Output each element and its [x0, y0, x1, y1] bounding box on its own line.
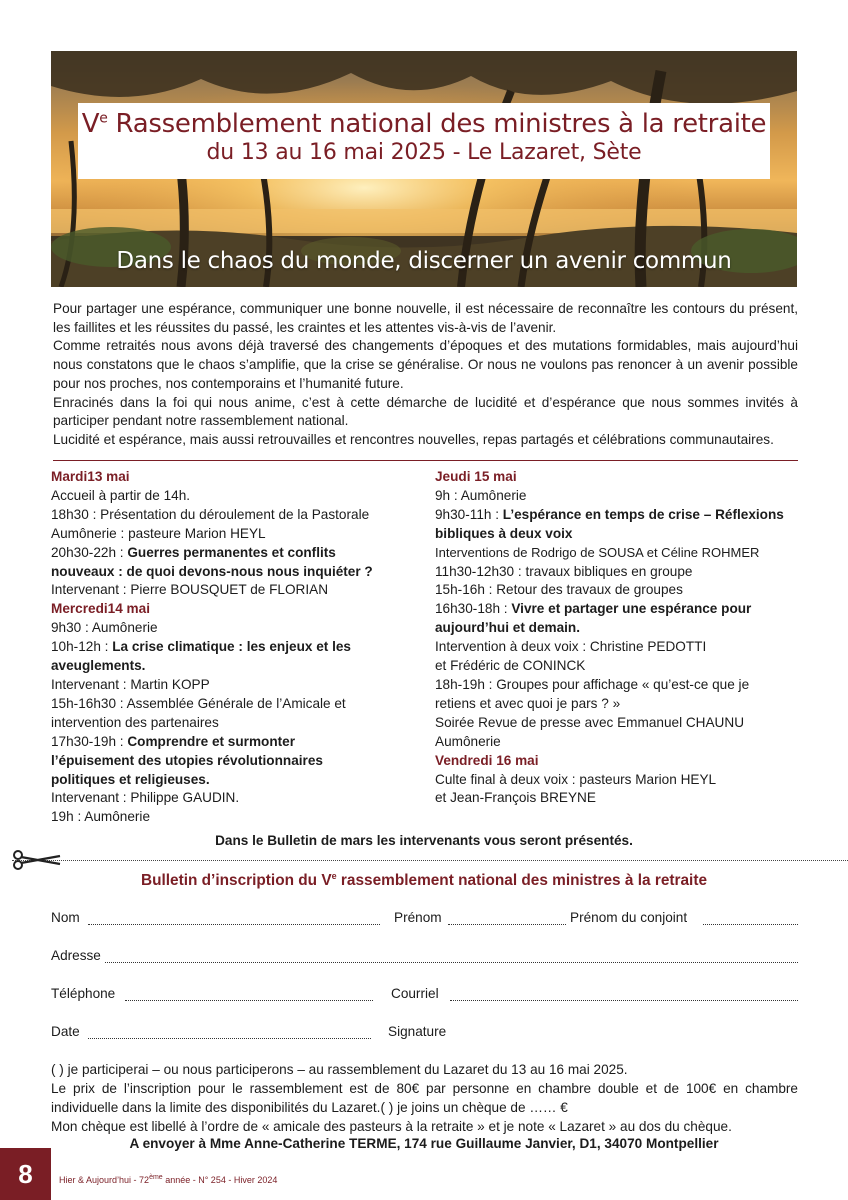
event-theme: Dans le chaos du monde, discerner un avenir commun [116, 248, 732, 274]
page-number: 8 [0, 1148, 51, 1200]
courriel-field[interactable] [450, 1000, 798, 1001]
program-line: bibliques à deux voix [435, 525, 573, 541]
program-line: nouveaux : de quoi devons-nous nous inquiéter ? [51, 563, 373, 579]
prenom-field[interactable] [448, 924, 566, 925]
program-line: Aumônerie : pasteure Marion HEYL [51, 525, 266, 541]
program-line: Soirée Revue de presse avec Emmanuel CHAUNU [435, 714, 745, 730]
intro-paragraph: Lucidité et espérance, mais aussi retrouvailles et rencontres nouvelles, repas partagés et célébrations communautaires. [53, 431, 774, 447]
date-label: Date [51, 1024, 80, 1039]
nom-field[interactable] [88, 924, 380, 925]
program-line: 18h30 : Présentation du déroulement de la Pastorale [51, 506, 370, 522]
event-title-box [78, 103, 770, 179]
program-line: et Frédéric de CONINCK [435, 658, 586, 674]
intro-paragraph: Enracinés dans la foi qui nous anime, c’est à cette démarche de lucidité et d’espérance que nous sommes invités à participer pendant notre rassemblement national. [53, 394, 798, 429]
program-line: Aumônerie [435, 733, 501, 749]
program-line: Accueil à partir de 14h. [51, 487, 191, 503]
publication-info: Hier & Aujourd’hui - 72ème année - N° 254 - Hiver 2024 [59, 1174, 278, 1185]
nom-label: Nom [51, 910, 80, 925]
program-line: 18h-19h : Groupes pour affichage « qu’est-ce que je [435, 676, 750, 692]
prenom-label: Prénom [394, 910, 442, 925]
program-left-column [51, 468, 391, 827]
send-address: A envoyer à Mme Anne-Catherine TERME, 174 rue Guillaume Janvier, D1, 34070 Montpellier [129, 1136, 719, 1151]
intro-paragraph: Comme retraités nous avons déjà traversé des changements d’époques et des mutations formidables, mais aujourd’hui nous constatons que le chaos s’amplifie, que la crise se généralise. Or nous ne voulons pas renoncer à un avenir possible pour nos proches, nos contemporains et l’humanité future. [53, 338, 798, 391]
prenom-conjoint-label: Prénom du conjoint [570, 910, 688, 925]
event-title: Ve Rassemblement national des ministres à la retraite [81, 109, 767, 139]
program-line: 16h30-18h : Vivre et partager une espérance pour [435, 601, 752, 617]
program-line: l’épuisement des utopies révolutionnaires [51, 752, 323, 768]
intro-text [53, 300, 798, 450]
program-line: aveuglements. [51, 658, 146, 674]
day-heading-tuesday: Mardi13 mai [51, 469, 130, 484]
program-line: 15h-16h30 : Assemblée Générale de l’Amicale et [51, 695, 346, 711]
section-divider [53, 460, 798, 461]
event-dates: du 13 au 16 mai 2025 - Le Lazaret, Sète [206, 140, 642, 165]
program-line: 15h-16h : Retour des travaux de groupes [435, 582, 683, 598]
intro-paragraph: Pour partager une espérance, communiquer une bonne nouvelle, il est nécessaire de reconnaître les contours du présent, les faillites et les réussites du passé, les craintes et les attentes vis-à-vis de l’avenir. [53, 301, 798, 335]
program-line: 9h30-11h : L’espérance en temps de crise – Réflexions [435, 506, 784, 522]
program-line: politiques et religieuses. [51, 771, 210, 787]
program-line: Intervenant : Pierre BOUSQUET de FLORIAN [51, 582, 329, 598]
adresse-label: Adresse [51, 948, 101, 963]
cut-line [12, 860, 848, 861]
program-line: intervention des partenaires [51, 714, 219, 730]
day-heading-friday: Vendredi 16 mai [435, 752, 539, 768]
program-line: 9h30 : Aumônerie [51, 620, 158, 636]
program-line: Intervenant : Martin KOPP [51, 676, 210, 692]
cheque-line: Mon chèque est libellé à l’ordre de « amicale des pasteurs à la retraite » et je note « Lazaret » au dos du chèque. [51, 1119, 732, 1134]
program-line: Culte final à deux voix : pasteurs Marion HEYL [435, 771, 717, 787]
program-line: Intervention à deux voix : Christine PEDOTTI [435, 639, 707, 655]
telephone-field[interactable] [125, 1000, 373, 1001]
program-line: 9h : Aumônerie [435, 487, 527, 503]
program-line: Interventions de Rodrigo de SOUSA et Céline ROHMER [435, 544, 760, 560]
speakers-note: Dans le Bulletin de mars les intervenants vous seront présentés. [215, 833, 633, 848]
program-line: Intervenant : Philippe GAUDIN. [51, 790, 240, 806]
program-right-column [435, 468, 795, 808]
program-line: 11h30-12h30 : travaux bibliques en groupe [435, 563, 693, 579]
program-line: aujourd’hui et demain. [435, 620, 581, 636]
program-line: 10h-12h : La crise climatique : les enjeux et les [51, 639, 351, 655]
program-line: 19h : Aumônerie [51, 809, 150, 825]
price-line: Le prix de l’inscription pour le rassemblement est de 80€ par personne en chambre double et de 100€ en chambre individuelle dans la limite des disponibilités du Lazaret.( ) je joins un chèque de …… € [51, 1081, 798, 1115]
day-heading-wednesday: Mercredi14 mai [51, 601, 150, 617]
program-line: retiens et avec quoi je pars ? » [435, 695, 621, 711]
program-line: 20h30-22h : Guerres permanentes et conflits [51, 544, 336, 560]
registration-terms [51, 1060, 798, 1136]
participation-checkbox-line[interactable]: ( ) je participerai – ou nous participerons – au rassemblement du Lazaret du 13 au 16 mai 2025. [51, 1062, 628, 1077]
date-field[interactable] [88, 1038, 371, 1039]
registration-form-title: Bulletin d’inscription du Ve rassemblement national des ministres à la retraite [140, 871, 708, 890]
signature-label: Signature [388, 1024, 447, 1039]
program-line: et Jean-François BREYNE [435, 790, 596, 806]
adresse-field[interactable] [105, 962, 798, 963]
program-line: 17h30-19h : Comprendre et surmonter [51, 733, 296, 749]
scissors-icon [12, 850, 62, 870]
prenom-conjoint-field[interactable] [703, 924, 798, 925]
day-heading-thursday: Jeudi 15 mai [435, 469, 517, 484]
telephone-label: Téléphone [51, 986, 116, 1001]
courriel-label: Courriel [391, 986, 439, 1001]
